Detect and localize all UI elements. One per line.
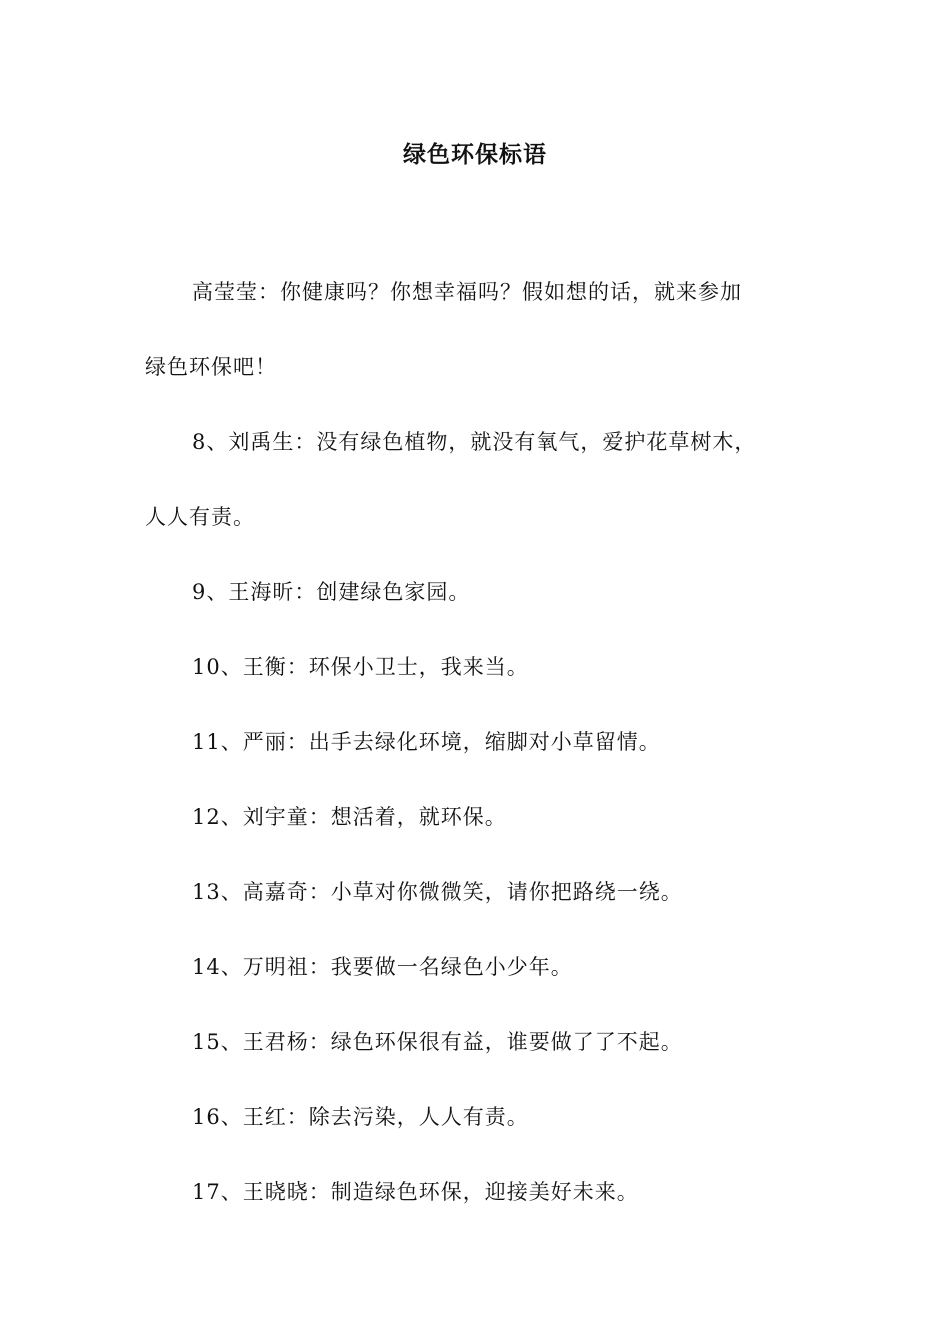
document-body [145, 255, 810, 1230]
paragraph: 16、王红：除去污染，人人有责。 [192, 1105, 529, 1129]
paragraph: 10、王衡：环保小卫士，我来当。 [192, 655, 529, 679]
document-title: 绿色环保标语 [403, 142, 547, 168]
paragraph: 14、万明祖：我要做一名绿色小少年。 [192, 955, 573, 979]
paragraph: 11、严丽：出手去绿化环境，缩脚对小草留情。 [192, 730, 661, 754]
paragraph: 13、高嘉奇：小草对你微微笑，请你把路绕一绕。 [192, 880, 683, 904]
paragraph: 17、王晓晓：制造绿色环保，迎接美好未来。 [192, 1180, 639, 1204]
paragraph: 15、王君杨：绿色环保很有益，谁要做了了不起。 [192, 1030, 683, 1054]
paragraph: 高莹莹：你健康吗？你想幸福吗？假如想的话，就来参加 绿色环保吧！ [145, 280, 742, 379]
paragraph: 8、刘禹生：没有绿色植物，就没有氧气，爱护花草树木， 人人有责。 [145, 430, 757, 529]
paragraph: 12、刘宇童：想活着，就环保。 [192, 805, 507, 829]
paragraph: 9、王海昕：创建绿色家园。 [192, 580, 471, 604]
